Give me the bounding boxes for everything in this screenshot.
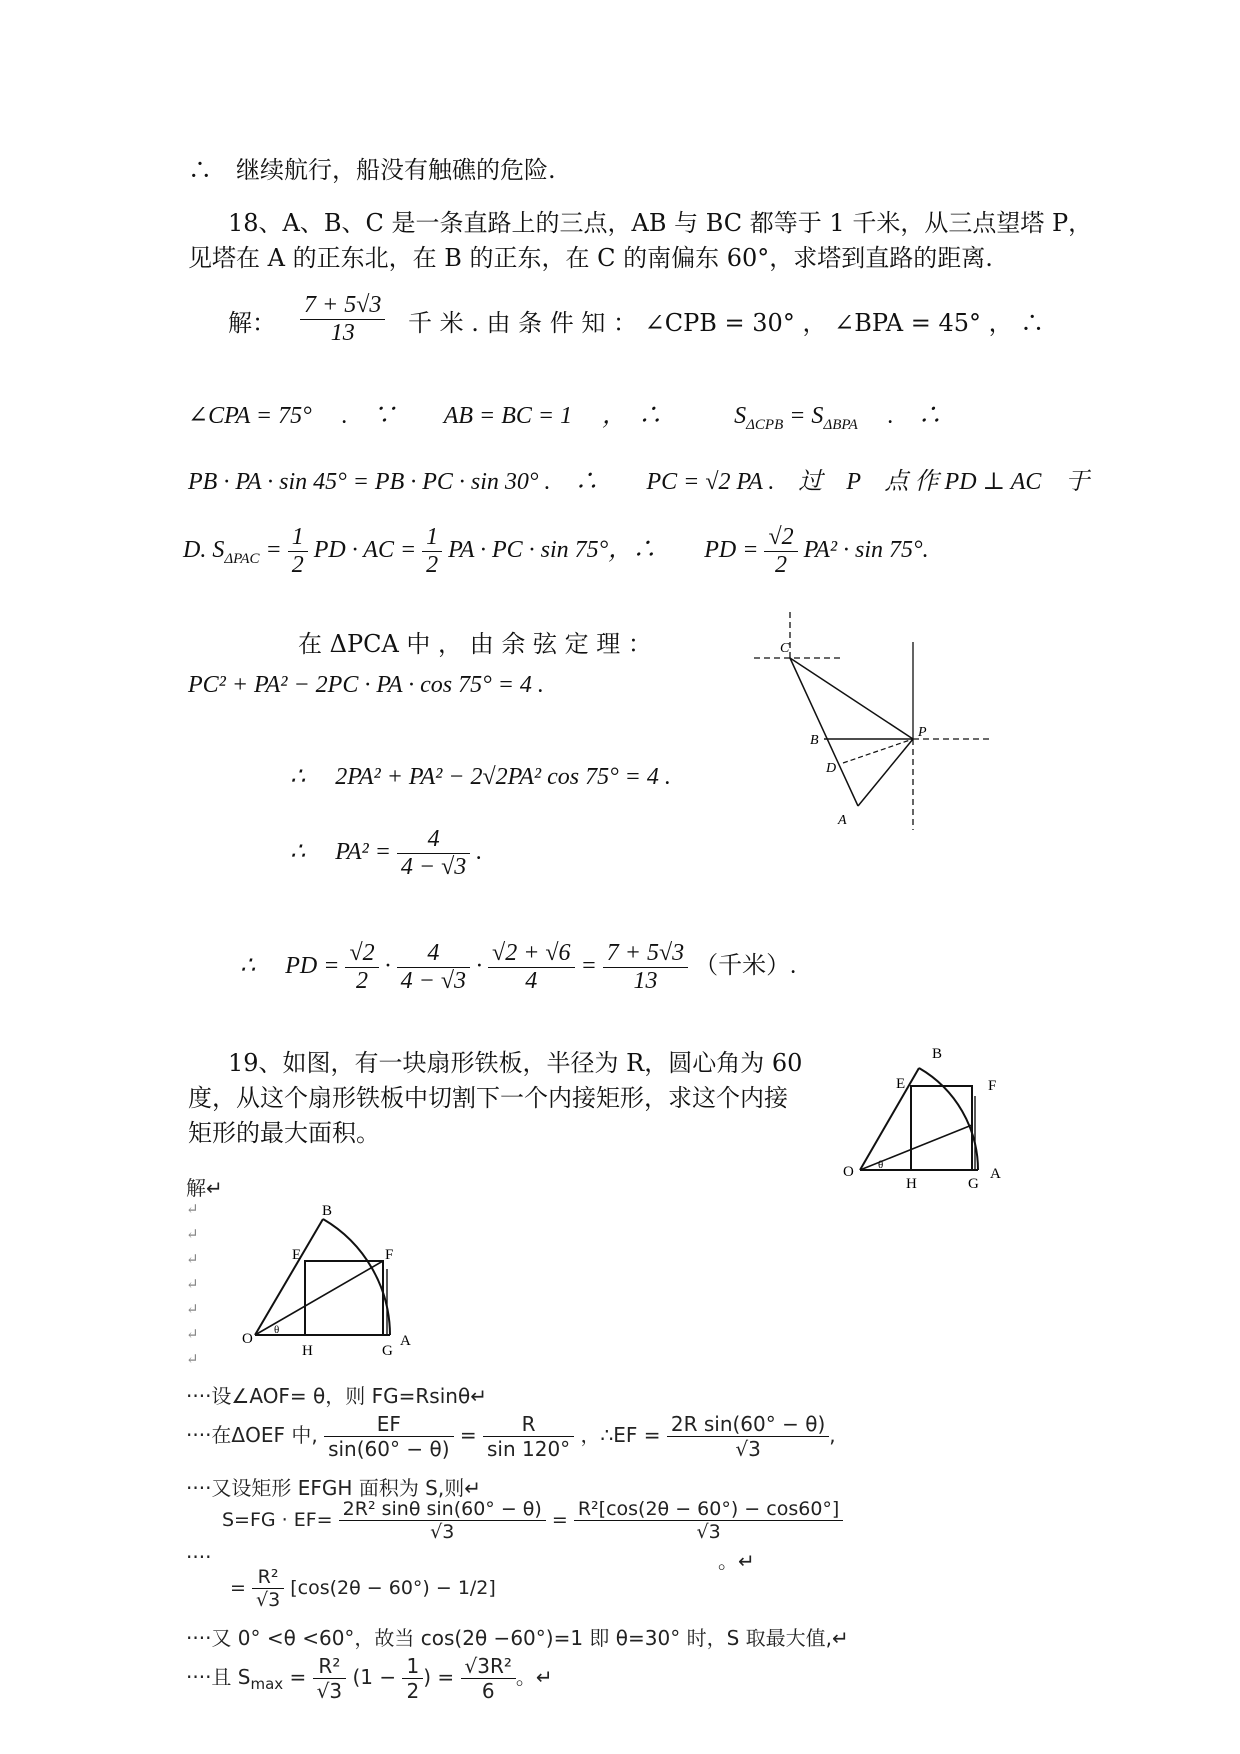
return-mark-3: ↵ xyxy=(186,1250,199,1268)
label-d: D xyxy=(826,761,837,776)
step5-f3-num: √3R² xyxy=(461,1654,516,1679)
area2-rest: [cos(2θ − 60°) − 1/2] xyxy=(290,1577,496,1599)
return-mark-5: ↵ xyxy=(186,1300,199,1318)
subscript-bpa: ΔBPA xyxy=(823,416,858,433)
label-g: G xyxy=(968,1176,979,1192)
eq4-f3-num: √2 + √6 xyxy=(488,940,575,968)
area-f2-num: R²[cos(2θ − 60°) − cos60°] xyxy=(574,1498,843,1521)
solution-18-rest: 千 米 . 由 条 件 知 ： ∠CPB = 30° ， ∠BPA = 45° ， ∴ xyxy=(408,309,1045,337)
angle-line-text: ∠CPA = 75° . ∵ AB = BC = 1 ， ∴ S xyxy=(188,403,747,429)
eq3-left: ∴ PA² = xyxy=(290,839,397,866)
cosine-intro: 在 ΔPCA 中 ， 由 余 弦 定 理 ： xyxy=(298,630,652,658)
end-mark: 。↵ xyxy=(718,1549,755,1573)
sol-label-e: E xyxy=(292,1247,302,1263)
figure-19-sector-diagram xyxy=(840,1040,1040,1200)
step5-f2-num: 1 xyxy=(402,1654,423,1679)
label-c: C xyxy=(780,641,790,656)
step2-f1-num: EF xyxy=(324,1412,453,1437)
step5-f1-den: √3 xyxy=(316,1679,343,1703)
area-line xyxy=(183,524,929,579)
return-mark-1: ↵ xyxy=(186,1200,199,1218)
answer-numerator: 7 + 5√3 xyxy=(300,292,385,320)
problem-19-line2: 度，从这个扇形铁板中切割下一个内接矩形，求这个内接 xyxy=(188,1084,788,1112)
eq4-f4-num: 7 + 5√3 xyxy=(603,940,688,968)
figure-18-tower-diagram xyxy=(740,612,1010,842)
solution-18-prefix: 解： xyxy=(228,309,276,337)
label-a: A xyxy=(990,1166,1001,1182)
label-e: E xyxy=(896,1076,906,1092)
step-1: ····设∠AOF= θ，则 FG=Rsinθ↵ xyxy=(186,1384,487,1408)
unit-km: （千米）. xyxy=(694,953,797,980)
sol-label-b: B xyxy=(322,1205,333,1219)
step5-mid: (1 − xyxy=(352,1665,403,1689)
eq4-f2-den: 4 − √3 xyxy=(400,968,467,994)
step-4: ····又 0° <θ <60°，故当 cos(2θ −60°)=1 即 θ=30° 时，S 取最大值,↵ xyxy=(186,1626,849,1650)
d-prefix: D. xyxy=(183,537,207,564)
area2-den: √3 xyxy=(255,1589,281,1611)
angle-line xyxy=(188,395,942,434)
area-mid2: PA · PC · sin 75°，∴ PD = xyxy=(448,537,765,564)
step2-f3-num: 2R sin(60° − θ) xyxy=(667,1412,829,1437)
half-num: 1 xyxy=(288,524,308,552)
eq4-f2-num: 4 xyxy=(397,940,470,968)
eq4-f1-num: √2 xyxy=(345,940,378,968)
step-3: ····又设矩形 EFGH 面积为 S,则↵ xyxy=(186,1476,481,1500)
subscript-cpb: ΔCPB xyxy=(746,416,784,433)
solution-19-prefix: 解↵ xyxy=(186,1176,223,1200)
figure-19-solution-diagram xyxy=(230,1205,420,1365)
smax-subscript: max xyxy=(250,1675,284,1693)
step5-eq: = xyxy=(283,1665,313,1689)
sqrt2-den: 2 xyxy=(775,552,788,578)
area2-num: R² xyxy=(252,1566,284,1589)
problem-18-line2: 见塔在 A 的正东北，在 B 的正东，在 C 的南偏东 60°，求塔到直路的距离. xyxy=(188,244,993,272)
eq4-f3-den: 4 xyxy=(525,968,538,994)
dots-line: ···· xyxy=(186,1545,212,1569)
area-prefix: S=FG · EF= xyxy=(222,1509,333,1531)
s-symbol: S xyxy=(212,537,225,564)
step-5 xyxy=(186,1654,553,1703)
problem-19-line3: 矩形的最大面积。 xyxy=(188,1119,380,1147)
step2-f2-num: R xyxy=(483,1412,574,1437)
label-b: B xyxy=(932,1046,943,1062)
step5-f1-num: R² xyxy=(313,1654,346,1679)
step2-mid: ，∴EF = xyxy=(580,1423,661,1447)
eq3-num: 4 xyxy=(397,826,470,854)
equals: = xyxy=(259,537,288,564)
sol-label-f: F xyxy=(385,1247,394,1263)
problem-19-line1: 19、如图，有一块扇形铁板，半径为 R，圆心角为 60 xyxy=(228,1049,803,1077)
label-theta: θ xyxy=(878,1159,884,1171)
conclusion-line: ∴ 继续航行，船没有触礁的危险. xyxy=(188,156,556,184)
return-mark-2: ↵ xyxy=(186,1225,199,1243)
equation-4: ∴ PD = $\frac{√2}{2}$ · $\frac{4}{4 - √3}$ · $\frac{√2 + √6}{4}$ = $\frac{7 + 5√3}{13}$ （千米）. xyxy=(240,940,797,994)
half-num-2: 1 xyxy=(422,524,442,552)
area-end: PA² · sin 75°. xyxy=(803,537,929,564)
angle-line-end: . ∴ xyxy=(857,403,942,429)
step5-prefix: ····且 S xyxy=(186,1665,251,1689)
equal-s: = S xyxy=(783,403,824,429)
label-a: A xyxy=(838,813,847,828)
eq4-left: ∴ PD = xyxy=(240,953,346,980)
area-f1-den: √3 xyxy=(430,1521,455,1543)
problem-18-line1: 18、A、B、C 是一条直路上的三点，AB 与 BC 都等于 1 千米，从三点望塔 P， xyxy=(228,209,1093,237)
eq4-f4-den: 13 xyxy=(633,968,658,994)
equation-2: ∴ 2PA² + PA² − 2√2PA² cos 75° = 4 . xyxy=(290,764,671,790)
sol-label-h: H xyxy=(302,1343,313,1359)
return-mark-7: ↵ xyxy=(186,1350,199,1368)
step2-f3-den: √3 xyxy=(735,1437,761,1461)
step5-end: 。↵ xyxy=(515,1665,553,1689)
area-formula: S=FG · EF= $\frac{\text{2R² sinθ sin(60° − θ)}}{√3}$ = $\frac{\text{R²[cos(2θ − 60°) − cos60°]}}{√3}$ xyxy=(222,1498,843,1543)
answer-fraction xyxy=(300,292,385,347)
cosine-equation: PC² + PA² − 2PC · PA · cos 75° = 4 . xyxy=(188,672,544,698)
arc-ba xyxy=(919,1068,978,1170)
equation-3: ∴ PA² = $\frac{4}{4 - √3}$ . xyxy=(290,826,483,880)
step5-f2-den: 2 xyxy=(406,1679,420,1703)
label-b: B xyxy=(810,733,819,748)
label-p: P xyxy=(918,725,927,740)
sqrt2-num: √2 xyxy=(764,524,797,552)
step-2: ····在ΔOEF 中, $\frac{EF}{\sin(60^\circ - \theta)}$ = $\frac{R}{\sin 120^\circ}$ ，∴EF = $\frac{\text{2R sin(60° − θ)}}{√3}$ , xyxy=(186,1412,836,1461)
step5-close: ) = xyxy=(423,1665,461,1689)
eq4-f1-den: 2 xyxy=(356,968,369,994)
area-f1-num: 2R² sinθ sin(60° − θ) xyxy=(339,1498,546,1521)
half-den-2: 2 xyxy=(426,552,439,578)
sol-label-theta: θ xyxy=(274,1324,280,1336)
sol-rectangle-efgh xyxy=(305,1261,383,1335)
half-den: 2 xyxy=(291,552,304,578)
area-f2-den: √3 xyxy=(696,1521,721,1543)
return-mark-4: ↵ xyxy=(186,1275,199,1293)
step2-f2-den: sin 120° xyxy=(486,1437,571,1461)
sol-label-a: A xyxy=(400,1333,411,1349)
sol-label-o: O xyxy=(242,1331,253,1347)
return-mark-6: ↵ xyxy=(186,1325,199,1343)
label-f: F xyxy=(988,1078,997,1094)
area-formula-2: = $\frac{\text{R²}}{√3}$ [cos(2θ − 60°) − 1/2] xyxy=(230,1566,496,1611)
area-mid1: PD · AC = xyxy=(313,537,423,564)
step5-f3-den: 6 xyxy=(481,1679,495,1703)
step2-prefix: ····在ΔOEF 中, xyxy=(186,1423,318,1447)
step2-f1-den: sin(60° − θ) xyxy=(328,1437,450,1461)
line-of xyxy=(860,1125,972,1170)
subscript-pac: ΔPAC xyxy=(224,550,260,567)
label-h: H xyxy=(906,1176,917,1192)
label-o: O xyxy=(843,1164,854,1180)
answer-denominator: 13 xyxy=(330,320,355,346)
eq3-den: 4 − √3 xyxy=(400,854,467,880)
sol-line-ob xyxy=(255,1219,323,1335)
sine-line: PB · PA · sin 45° = PB · PC · sin 30° . ∴ PC = √2 PA . 过 P 点 作 PD ⊥ AC 于 xyxy=(188,469,1090,495)
sol-label-g: G xyxy=(382,1343,393,1359)
